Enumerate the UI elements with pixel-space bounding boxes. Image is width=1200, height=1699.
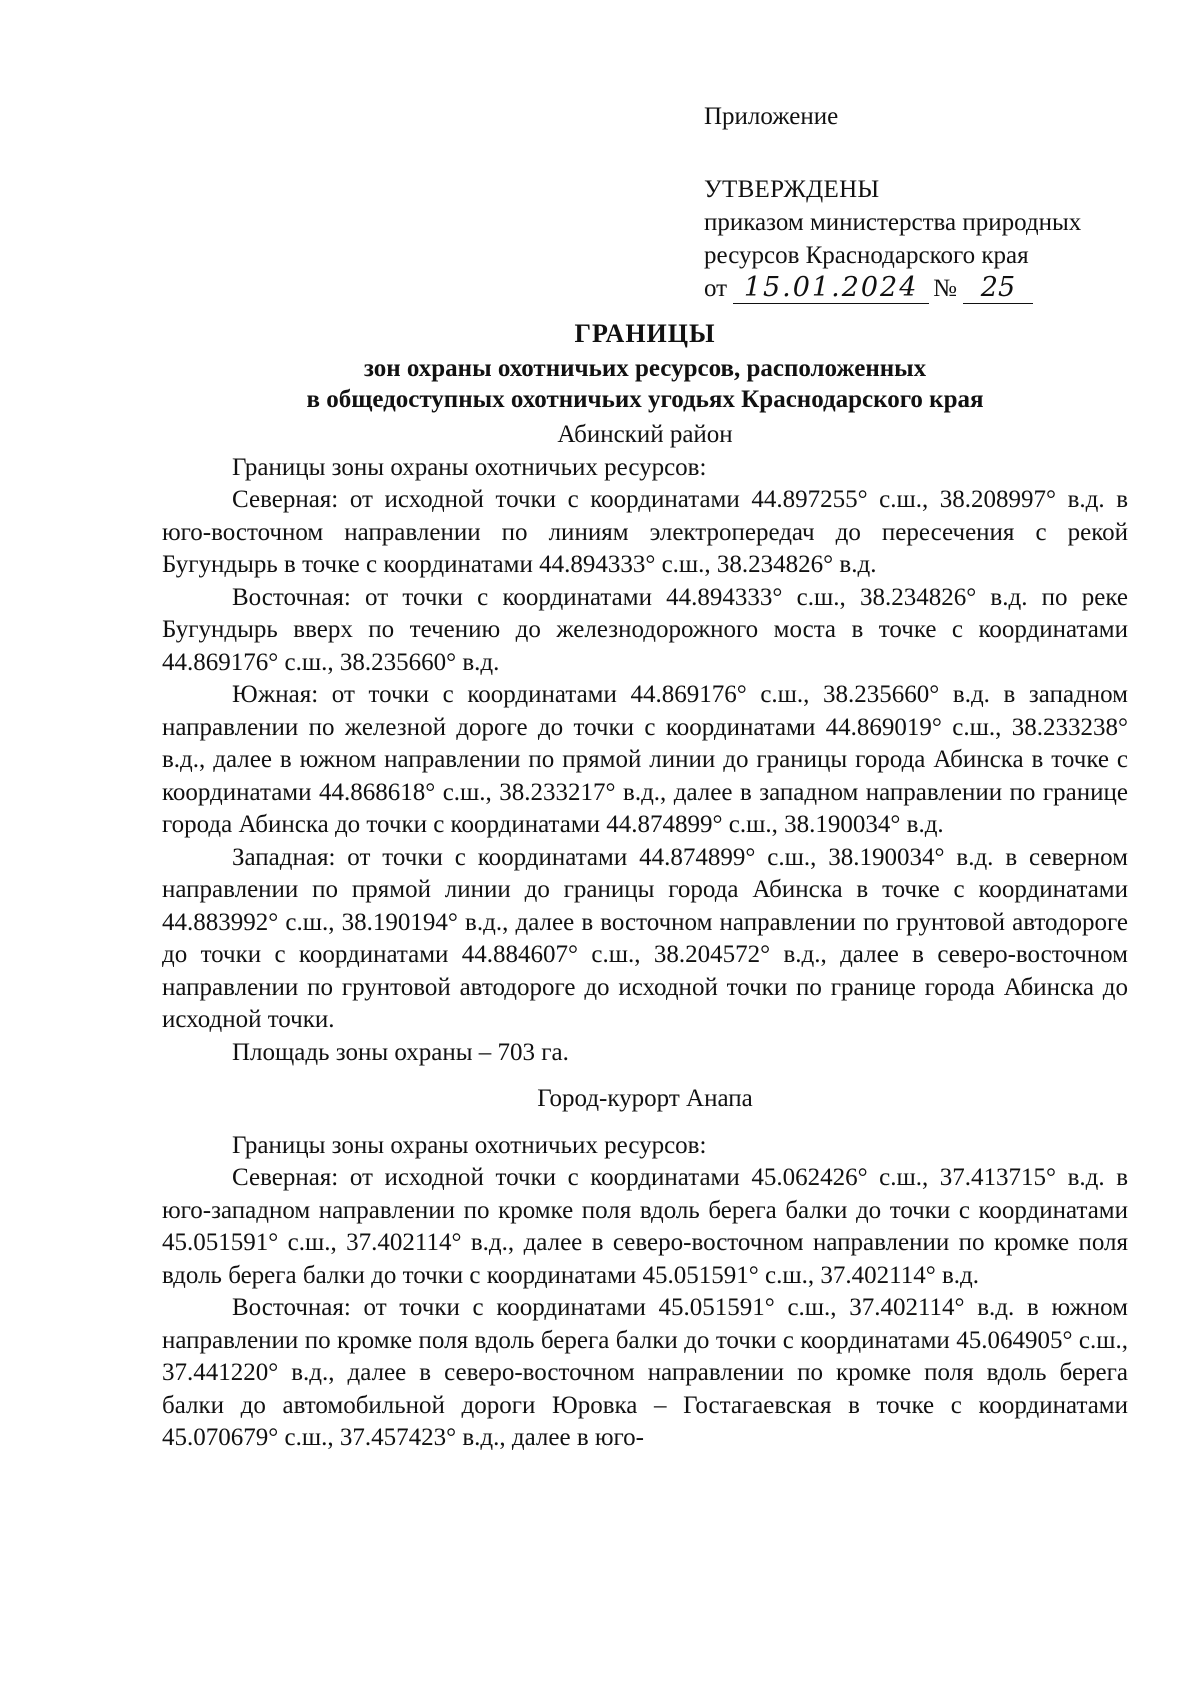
from-prefix: от: [704, 275, 728, 302]
order-line-1: приказом министерства природных: [704, 209, 1082, 236]
number-sign: №: [933, 275, 957, 302]
document-subtitle-line-2: в общедоступных охотничьих угодьях Краснодарского края: [306, 386, 984, 413]
district-heading-anapa: Город-курорт Анапа: [537, 1085, 753, 1112]
paragraph-area: Площадь зоны охраны – 703 га.: [232, 1038, 569, 1066]
paragraph-east: Восточная: от точки с координатами 44.894333° с.ш., 38.234826° в.д. по реке Бугундырь вверх по течению до железнодорожного моста в точке с координатами 44.869176° с.ш., 38.235660° в.д.: [162, 583, 1128, 676]
paragraph-intro: Границы зоны охраны охотничьих ресурсов:: [232, 1131, 707, 1159]
order-date-line: [704, 272, 1164, 305]
document-subtitle-line-1: зон охраны охотничьих ресурсов, расположенных: [363, 355, 927, 382]
document-body: [162, 318, 1128, 1455]
paragraph-north: Северная: от исходной точки с координатами 45.062426° с.ш., 37.413715° в.д. в юго-западном направлении по кромке поля вдоль берега балки до точки с координатами 45.051591° с.ш., 37.402114° в.д., далее в северо-восточном направлении по кромке поля вдоль берега балки до точки с координатами 45.051591° с.ш., 37.402114° в.д.: [162, 1164, 1128, 1289]
paragraph-north: Северная: от исходной точки с координатами 44.897255° с.ш., 38.208997° в.д. в юго-восточном направлении по линиям электропередач до пересечения с рекой Бугундырь в точке с координатами 44.894333° с.ш., 38.234826° в.д.: [162, 486, 1128, 578]
paragraph-south: Южная: от точки с координатами 44.869176° с.ш., 38.235660° в.д. в западном направлении по железной дороге до точки с координатами 44.869019° с.ш., 38.233238° в.д., далее в южном направлении по прямой линии до границы города Абинска в точке с координатами 44.868618° с.ш., 38.233217° в.д., далее в западном направлении по границе города Абинска до точки с координатами 44.874899° с.ш., 38.190034° в.д.: [162, 681, 1128, 838]
paragraph-east: Восточная: от точки с координатами 45.051591° с.ш., 37.402114° в.д. в южном направлении по кромке поля вдоль берега балки до точки с координатами 45.064905° с.ш., 37.441220° в.д., далее в северо-восточном направлении по кромке поля вдоль берега балки до автомобильной дороги Юровка – Гостагаевская в точке с координатами 45.070679° с.ш., 37.457423° в.д., далее в юго-: [162, 1294, 1128, 1451]
annex-label: Приложение: [704, 103, 839, 130]
order-line-2: ресурсов Краснодарского края: [704, 242, 1029, 269]
approval-block: [704, 100, 1164, 305]
document-title: ГРАНИЦЫ: [574, 319, 716, 348]
approved-label: УТВЕРЖДЕНЫ: [704, 176, 880, 203]
paragraph-west: Западная: от точки с координатами 44.874899° с.ш., 38.190034° в.д. в северном направлении по прямой линии до границы города Абинска в точке с координатами 44.883992° с.ш., 38.190194° в.д., далее в восточном направлении по грунтовой автодороге до точки с координатами 44.884607° с.ш., 38.204572° в.д., далее в северо-восточном направлении по грунтовой автодороге до исходной точки по границе города Абинска до исходной точки.: [162, 843, 1128, 1033]
handwritten-number: 25: [963, 273, 1033, 304]
district-heading-abinsk: Абинский район: [557, 421, 733, 448]
handwritten-date: 15.01.2024: [733, 273, 929, 304]
paragraph-intro: Границы зоны охраны охотничьих ресурсов:: [232, 453, 707, 481]
